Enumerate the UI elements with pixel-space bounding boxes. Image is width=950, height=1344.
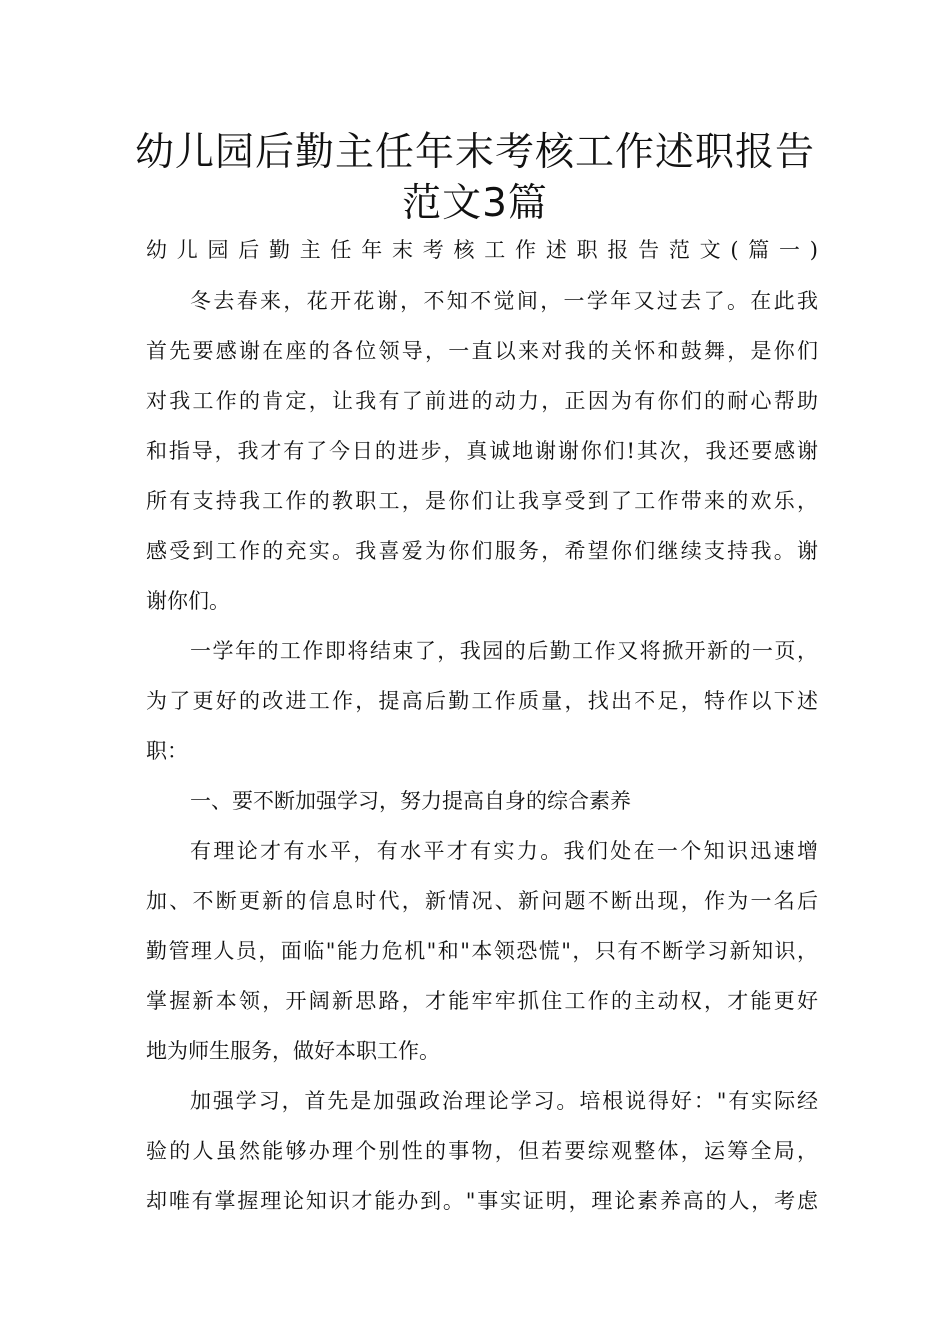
paragraph-line: 加、不断更新的信息时代，新情况、新问题不断出现，作为一名后 [146,889,818,913]
paragraph-line: 和指导，我才有了今日的进步，真诚地谢谢你们!其次，我还要感谢 [146,439,818,463]
paragraph-line: 谢你们。 [146,589,230,613]
document-title-line-1: 幼儿园后勤主任年末考核工作述职报告 [134,130,815,175]
paragraph-line: 所有支持我工作的教职工，是你们让我享受到了工作带来的欢乐， [146,489,818,513]
paragraph-line: 为了更好的改进工作，提高后勤工作质量，找出不足，特作以下述 [146,689,818,713]
paragraph-line: 地为师生服务，做好本职工作。 [146,1039,440,1063]
section-heading: 一、要不断加强学习，努力提高自身的综合素养 [190,789,631,813]
paragraph-line: 加强学习，首先是加强政治理论学习。培根说得好："有实际经 [190,1089,818,1113]
paragraph-line: 验的人虽然能够办理个别性的事物，但若要综观整体，运筹全局， [146,1139,818,1163]
document-subtitle: 幼儿园后勤主任年末考核工作述职报告范文(篇一) [146,238,818,262]
paragraph-line: 职： [146,739,188,763]
paragraph-line: 首先要感谢在座的各位领导，一直以来对我的关怀和鼓舞，是你们 [146,339,818,363]
paragraph-line: 掌握新本领，开阔新思路，才能牢牢抓住工作的主动权，才能更好 [146,989,818,1013]
paragraph-line: 勤管理人员，面临"能力危机"和"本领恐慌"，只有不断学习新知识， [146,939,818,963]
document-title-line-2: 范文3篇 [402,181,548,226]
paragraph-line: 一学年的工作即将结束了，我园的后勤工作又将掀开新的一页， [190,639,818,663]
paragraph-line: 有理论才有水平，有水平才有实力。我们处在一个知识迅速增 [190,839,818,863]
paragraph-line: 感受到工作的充实。我喜爱为你们服务，希望你们继续支持我。谢 [146,539,818,563]
paragraph-line: 却唯有掌握理论知识才能办到。"事实证明，理论素养高的人，考虑 [146,1189,818,1213]
paragraph-line: 冬去春来，花开花谢，不知不觉间，一学年又过去了。在此我 [190,289,818,313]
paragraph-line: 对我工作的肯定，让我有了前进的动力，正因为有你们的耐心帮助 [146,389,818,413]
